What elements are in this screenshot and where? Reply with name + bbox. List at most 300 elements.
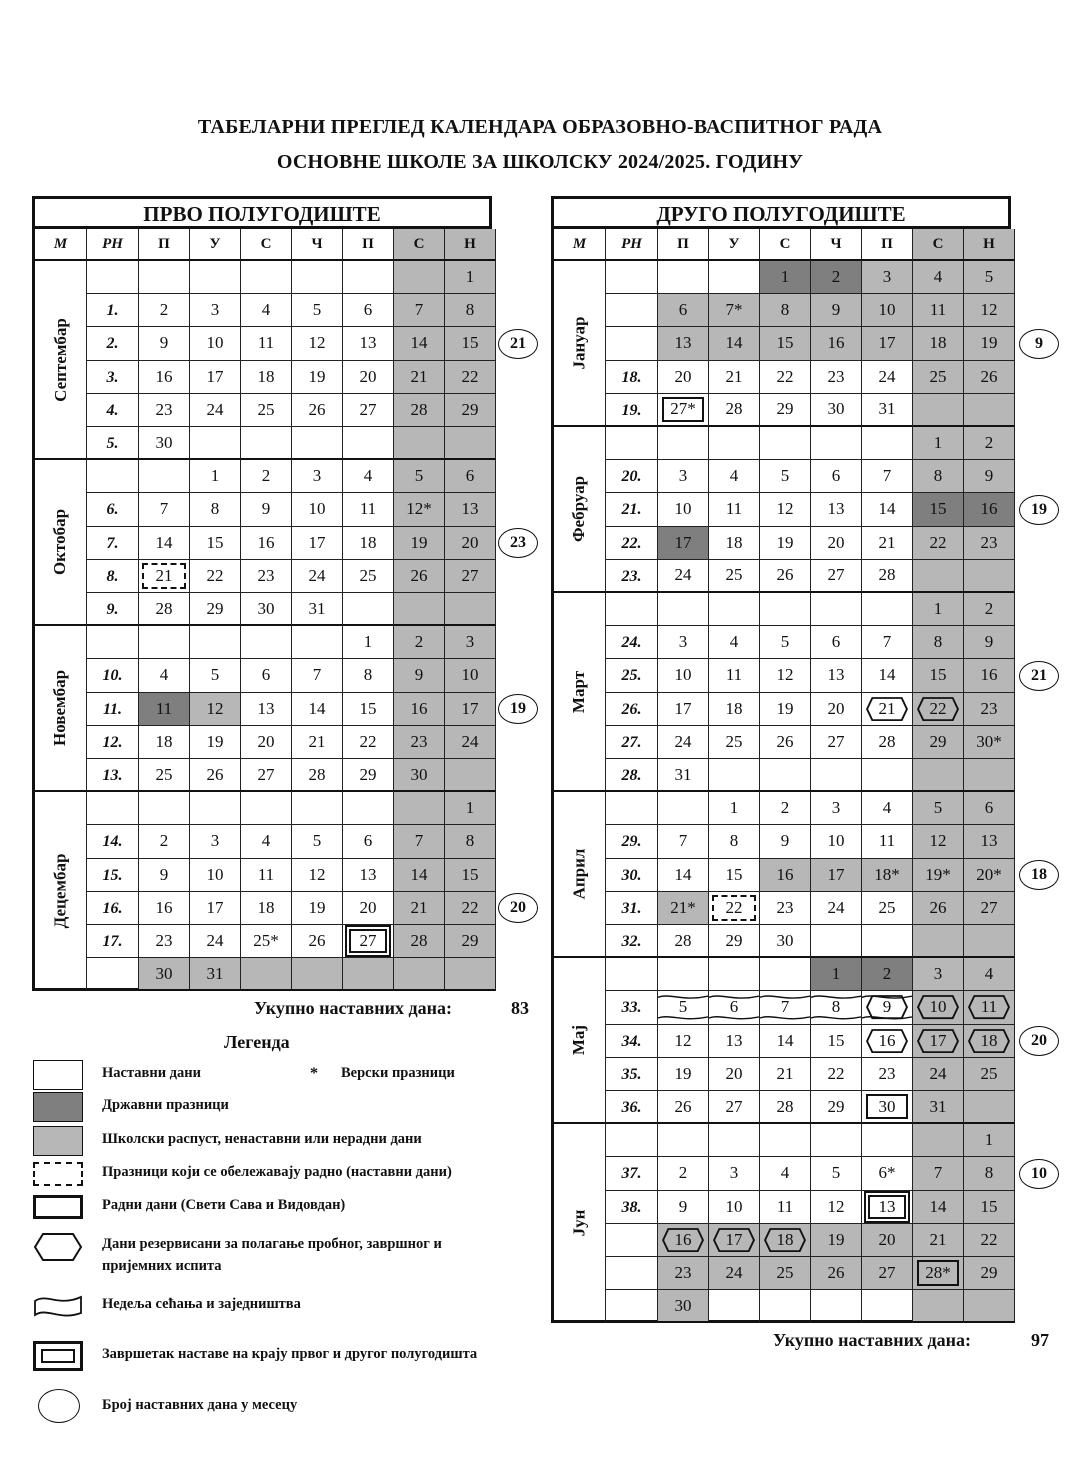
day-cell [190, 693, 241, 726]
day-cell [139, 527, 190, 560]
day-number: 17 [674, 698, 692, 718]
day-number: 31 [878, 399, 896, 419]
column-header: П [658, 229, 709, 261]
day-cell [139, 892, 190, 925]
day-cell [709, 1224, 760, 1257]
day-cell [241, 925, 292, 958]
legend-label: Дани резервисани за полагање пробног, завршног и [102, 1236, 442, 1252]
day-cell [658, 427, 709, 460]
day-number: 27 [359, 399, 377, 419]
day-cell [658, 1025, 709, 1058]
day-cell [760, 626, 811, 659]
day-cell [343, 726, 394, 759]
day-number [292, 792, 342, 824]
day-number: 13 [359, 864, 377, 884]
day-cell [862, 1025, 913, 1058]
day-number [913, 925, 963, 956]
day-cell [658, 626, 709, 659]
day-number: 20 [461, 532, 479, 552]
day-number [658, 261, 708, 293]
day-number: 24 [308, 565, 326, 585]
day-number: 10 [878, 300, 896, 320]
legend-label-continued: пријемних испита [102, 1258, 222, 1274]
day-number: 16 [410, 698, 428, 718]
day-cell [658, 294, 709, 327]
day-number: 9 [984, 466, 994, 486]
day-number: 20* [976, 864, 1002, 884]
day-cell [811, 626, 862, 659]
legend-circle-icon [38, 1389, 80, 1423]
day-cell [139, 958, 190, 991]
day-number: 21 [725, 366, 743, 386]
day-cell [964, 394, 1015, 427]
day-number: 29 [359, 764, 377, 784]
day-cell [760, 1124, 811, 1157]
day-cell [811, 991, 862, 1024]
day-cell [964, 1124, 1015, 1157]
day-cell [913, 1025, 964, 1058]
day-number: 3 [882, 267, 892, 287]
day-cell [292, 659, 343, 692]
day-number: 5 [678, 997, 688, 1017]
day-number: 18 [980, 1030, 998, 1050]
day-number: 28* [925, 1263, 951, 1283]
day-number: 26 [980, 366, 998, 386]
day-number: 31 [674, 764, 692, 784]
day-number: 2 [261, 466, 271, 486]
day-cell [445, 427, 496, 460]
day-cell [343, 626, 394, 659]
day-number: 12 [206, 698, 224, 718]
day-number: 18 [155, 731, 173, 751]
day-number: 6 [465, 466, 475, 486]
day-number: 22 [980, 1229, 998, 1249]
day-cell [445, 560, 496, 593]
day-number: 29 [461, 399, 479, 419]
day-cell [760, 593, 811, 626]
day-cell [394, 892, 445, 925]
day-number: 5 [414, 466, 424, 486]
day-cell [343, 460, 394, 493]
day-number: 21 [410, 366, 428, 386]
week-number [87, 460, 139, 493]
day-number [292, 261, 342, 293]
day-cell [658, 693, 709, 726]
day-cell [862, 294, 913, 327]
day-cell [811, 825, 862, 858]
day-number: 28 [878, 731, 896, 751]
column-header: М [554, 229, 606, 261]
day-number: 16 [980, 499, 998, 519]
day-number: 26 [776, 731, 794, 751]
day-cell [964, 527, 1015, 560]
month-label [554, 1124, 606, 1323]
day-cell [862, 361, 913, 394]
day-cell [709, 294, 760, 327]
day-cell [811, 659, 862, 692]
day-number: 27 [980, 897, 998, 917]
day-cell [445, 527, 496, 560]
day-cell [964, 626, 1015, 659]
day-number: 22 [206, 565, 224, 585]
day-cell [862, 1058, 913, 1091]
day-cell [658, 1290, 709, 1323]
day-cell [913, 1091, 964, 1124]
day-number: 9 [261, 499, 271, 519]
day-number: 9 [984, 632, 994, 652]
day-number: 3 [210, 300, 220, 320]
day-number: 1 [210, 466, 220, 486]
column-header: П [343, 229, 394, 261]
day-number: 27* [670, 399, 696, 419]
day-number: 27 [461, 565, 479, 585]
day-number: 25 [359, 565, 377, 585]
day-number: 16 [980, 665, 998, 685]
day-cell [394, 460, 445, 493]
day-number: 5 [831, 1163, 841, 1183]
day-number: 18 [725, 532, 743, 552]
day-cell [862, 1124, 913, 1157]
day-number: 24 [674, 565, 692, 585]
day-cell [964, 892, 1015, 925]
day-number: 17 [827, 864, 845, 884]
week-number: 3. [87, 361, 139, 394]
day-number: 13 [827, 665, 845, 685]
day-cell [241, 825, 292, 858]
day-number: 13 [980, 831, 998, 851]
day-cell [190, 825, 241, 858]
day-cell [964, 1290, 1015, 1323]
week-number: 1. [87, 294, 139, 327]
day-cell [913, 1124, 964, 1157]
day-cell [190, 792, 241, 825]
day-cell [709, 560, 760, 593]
day-cell [862, 726, 913, 759]
day-cell [964, 1058, 1015, 1091]
day-cell [760, 493, 811, 526]
day-cell [913, 527, 964, 560]
day-number: 14 [410, 333, 428, 353]
day-number: 23 [980, 698, 998, 718]
day-number: 12* [406, 499, 432, 519]
column-header: П [862, 229, 913, 261]
column-header: С [394, 229, 445, 261]
day-cell [811, 726, 862, 759]
day-number [709, 1124, 759, 1156]
day-number: 17 [461, 698, 479, 718]
teaching-days-count: 21 [1019, 661, 1059, 691]
day-cell [139, 593, 190, 626]
day-cell [811, 327, 862, 360]
legend-white-box [33, 1060, 83, 1090]
day-cell [811, 394, 862, 427]
day-cell [139, 427, 190, 460]
day-number: 2 [414, 632, 424, 652]
day-cell [964, 958, 1015, 991]
day-cell [394, 958, 445, 991]
day-cell [964, 1157, 1015, 1190]
day-number: 4 [933, 267, 943, 287]
day-number [394, 958, 444, 989]
day-cell [862, 659, 913, 692]
day-cell [862, 1157, 913, 1190]
day-cell [394, 361, 445, 394]
day-number [343, 593, 393, 624]
day-cell [292, 294, 343, 327]
day-cell [862, 958, 913, 991]
day-number: 9 [414, 665, 424, 685]
week-number: 37. [606, 1157, 658, 1190]
day-cell [709, 460, 760, 493]
day-cell [913, 361, 964, 394]
legend-wave-icon [33, 1291, 83, 1321]
day-cell [241, 859, 292, 892]
day-cell [190, 527, 241, 560]
day-number: 22 [776, 366, 794, 386]
day-number: 15 [776, 333, 794, 353]
day-number: 6 [363, 300, 373, 320]
day-number: 15 [206, 532, 224, 552]
day-cell [190, 726, 241, 759]
day-cell [394, 825, 445, 858]
day-number: 14 [776, 1030, 794, 1050]
day-cell [445, 659, 496, 692]
day-cell [343, 427, 394, 460]
day-number [811, 1124, 861, 1156]
day-cell [445, 593, 496, 626]
day-cell [292, 759, 343, 792]
legend-label: Завршетак наставе на крају првог и другог полугодишта [102, 1346, 478, 1362]
day-cell [964, 1025, 1015, 1058]
day-cell [964, 261, 1015, 294]
day-cell [658, 593, 709, 626]
day-cell [964, 991, 1015, 1024]
day-cell [709, 1025, 760, 1058]
day-cell [241, 693, 292, 726]
column-header: С [241, 229, 292, 261]
day-number: 3 [831, 798, 841, 818]
second-half-total-value: 97 [1031, 1330, 1049, 1350]
day-number: 10 [461, 665, 479, 685]
day-number: 13 [725, 1030, 743, 1050]
day-number: 28 [674, 930, 692, 950]
day-number: 8 [465, 831, 475, 851]
day-number: 8 [729, 831, 739, 851]
day-cell [445, 825, 496, 858]
day-number: 26 [776, 565, 794, 585]
day-cell [964, 560, 1015, 593]
day-cell [760, 659, 811, 692]
month-label [35, 792, 87, 991]
day-number: 24 [206, 931, 224, 951]
day-number: 21* [670, 897, 696, 917]
day-cell [241, 261, 292, 294]
day-cell [241, 593, 292, 626]
month-name: Април [569, 848, 589, 900]
day-cell [190, 859, 241, 892]
day-cell [445, 460, 496, 493]
day-cell [913, 493, 964, 526]
day-number [760, 759, 810, 790]
day-number: 18 [776, 1229, 794, 1249]
week-number: 22. [606, 527, 658, 560]
day-number: 8 [831, 997, 841, 1017]
day-cell [658, 460, 709, 493]
day-number: 7 [882, 466, 892, 486]
day-number: 19 [206, 731, 224, 751]
day-cell [292, 726, 343, 759]
day-cell [139, 626, 190, 659]
day-number: 16 [155, 897, 173, 917]
week-number: 13. [87, 759, 139, 792]
day-cell [913, 825, 964, 858]
day-number: 18* [874, 864, 900, 884]
day-cell [292, 527, 343, 560]
week-number: 24. [606, 626, 658, 659]
day-number: 19 [827, 1229, 845, 1249]
day-number [811, 759, 861, 790]
day-cell [343, 493, 394, 526]
day-number: 25 [155, 764, 173, 784]
day-number: 7 [882, 632, 892, 652]
day-cell [811, 1224, 862, 1257]
day-number: 7 [159, 499, 169, 519]
day-number: 8 [210, 499, 220, 519]
day-cell [811, 1257, 862, 1290]
day-cell [760, 527, 811, 560]
day-cell [862, 792, 913, 825]
day-cell [292, 493, 343, 526]
day-number: 11 [155, 698, 173, 718]
day-cell [394, 593, 445, 626]
day-number: 19 [776, 532, 794, 552]
day-number: 20 [359, 366, 377, 386]
day-cell [343, 792, 394, 825]
day-number [862, 593, 912, 625]
day-cell [811, 759, 862, 792]
day-cell [709, 327, 760, 360]
day-number: 28 [410, 931, 428, 951]
day-number: 15 [461, 864, 479, 884]
month-label [35, 460, 87, 626]
day-number: 29 [206, 598, 224, 618]
day-cell [445, 958, 496, 991]
day-number: 3 [678, 632, 688, 652]
legend-hexagon-icon [33, 1232, 83, 1262]
day-number: 6 [831, 466, 841, 486]
day-number: 22 [359, 731, 377, 751]
day-number: 14 [308, 698, 326, 718]
day-cell [811, 1290, 862, 1323]
column-header: Ч [811, 229, 862, 261]
day-number: 3 [933, 964, 943, 984]
day-cell [913, 394, 964, 427]
teaching-days-count: 18 [1019, 860, 1059, 890]
day-number: 13 [257, 698, 275, 718]
week-number: 2. [87, 327, 139, 360]
day-number [343, 261, 393, 293]
day-cell [964, 593, 1015, 626]
document-title-line1: ТАБЕЛАРНИ ПРЕГЛЕД КАЛЕНДАРА ОБРАЗОВНО-ВАСПИТНОГ РАДА [197, 116, 883, 138]
day-cell [658, 726, 709, 759]
day-cell [760, 327, 811, 360]
legend-label: Школски распуст, ненаставни или нерадни дани [102, 1131, 422, 1147]
week-number: 38. [606, 1191, 658, 1224]
day-number [190, 427, 240, 458]
day-number: 19 [674, 1063, 692, 1083]
day-cell [811, 493, 862, 526]
day-number: 10 [827, 831, 845, 851]
day-number [862, 925, 912, 956]
day-number: 25 [929, 366, 947, 386]
day-number: 6 [729, 997, 739, 1017]
day-number: 20 [257, 731, 275, 751]
day-cell [760, 991, 811, 1024]
day-cell [190, 361, 241, 394]
day-cell [811, 361, 862, 394]
day-number: 23 [257, 565, 275, 585]
week-number: 12. [87, 726, 139, 759]
day-number: 20 [827, 532, 845, 552]
day-number: 17 [878, 333, 896, 353]
day-cell [394, 261, 445, 294]
day-number: 22 [461, 366, 479, 386]
day-number: 1 [729, 798, 739, 818]
day-number [760, 427, 810, 459]
day-cell [139, 460, 190, 493]
teaching-days-count: 20 [498, 893, 538, 923]
day-cell [862, 493, 913, 526]
day-cell [913, 659, 964, 692]
day-cell [139, 792, 190, 825]
day-number: 21 [776, 1063, 794, 1083]
day-cell [760, 460, 811, 493]
day-number: 23 [155, 931, 173, 951]
column-header: РН [87, 229, 139, 261]
day-number: 27 [878, 1263, 896, 1283]
day-number: 19 [410, 532, 428, 552]
day-number: 4 [729, 466, 739, 486]
day-number: 22 [725, 897, 743, 917]
day-number: 21 [878, 698, 896, 718]
day-cell [190, 626, 241, 659]
month-label [554, 261, 606, 427]
day-cell [190, 493, 241, 526]
day-number: 6* [878, 1163, 896, 1183]
day-cell [760, 958, 811, 991]
day-cell [343, 659, 394, 692]
week-number [606, 792, 658, 825]
day-cell [139, 394, 190, 427]
day-number: 6 [984, 798, 994, 818]
day-number: 26 [827, 1263, 845, 1283]
day-cell [709, 892, 760, 925]
day-number: 24 [725, 1263, 743, 1283]
day-number: 26 [929, 897, 947, 917]
day-number: 9 [159, 333, 169, 353]
day-number: 14 [410, 864, 428, 884]
week-number: 20. [606, 460, 658, 493]
day-number: 9 [678, 1196, 688, 1216]
week-number: 25. [606, 659, 658, 692]
day-number [811, 427, 861, 459]
day-number: 16 [257, 532, 275, 552]
day-number: 13 [359, 333, 377, 353]
day-number: 11 [257, 333, 275, 353]
day-number: 14 [674, 864, 692, 884]
month-label [35, 626, 87, 792]
day-number [241, 261, 291, 293]
